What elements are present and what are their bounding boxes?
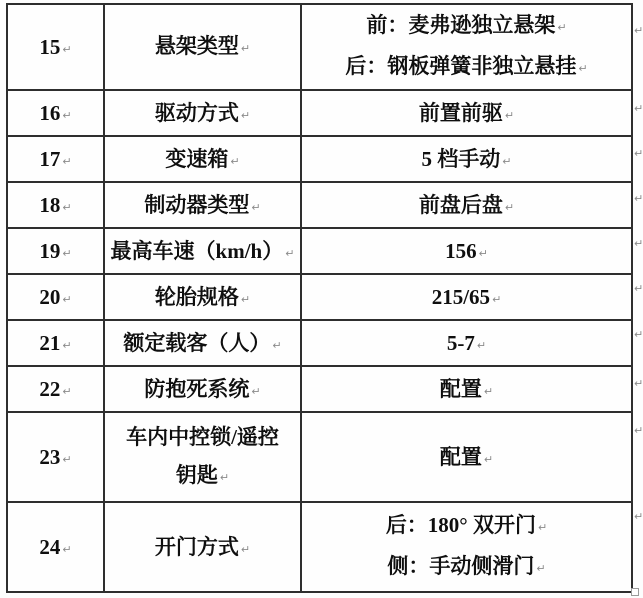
spec-value: 配置 [439,376,482,401]
row-number: 20 [39,284,61,309]
spec-value-cell [301,136,632,182]
spec-value-cell [301,412,632,502]
paragraph-mark-icon: ↵ [62,42,72,56]
paragraph-mark-icon: ↵ [62,384,72,398]
table-row [7,320,632,366]
row-end-paragraph-mark-icon: ↵ [634,282,643,295]
row-end-paragraph-mark-icon: ↵ [634,328,643,341]
spec-name-cell [104,136,301,182]
paragraph-mark-icon: ↵ [251,384,261,398]
table-row [7,228,632,274]
spec-value: 5-7 [446,330,475,355]
spec-name-cell [104,182,301,228]
paragraph-mark-icon: ↵ [240,542,251,556]
paragraph-mark-icon: ↵ [62,338,72,352]
paragraph-mark-icon: ↵ [272,338,282,352]
paragraph-mark-icon: ↵ [62,246,72,260]
paragraph-mark-icon: ↵ [62,154,72,168]
row-number-cell [7,274,104,320]
paragraph-mark-icon: ↵ [62,542,72,556]
spec-value: 后：180° 双开门 [385,513,536,537]
row-number: 22 [39,376,61,401]
row-number: 16 [39,100,61,125]
spec-name: 开门方式 [154,534,239,559]
row-number: 21 [39,330,61,355]
paragraph-mark-icon: ↵ [502,154,512,168]
spec-name: 轮胎规格 [154,284,239,309]
paragraph-mark-icon: ↵ [483,384,494,398]
spec-value: 后：钢板弹簧非独立悬挂 [345,54,577,78]
paragraph-mark-icon: ↵ [240,108,251,122]
spec-name-cell [104,502,301,592]
spec-name: 额定载客（人） [123,330,271,355]
row-end-paragraph-mark-icon: ↵ [634,510,643,523]
table-row [7,366,632,412]
spec-name: 车内中控锁/遥控 [126,424,279,449]
row-number-cell [7,228,104,274]
paragraph-mark-icon: ↵ [230,154,240,168]
row-number-cell [7,502,104,592]
paragraph-mark-icon: ↵ [478,246,488,260]
row-number: 18 [39,192,61,217]
row-number-cell [7,320,104,366]
spec-name-cell [104,320,301,366]
spec-value-cell [301,366,632,412]
spec-value-cell [301,4,632,90]
spec-value-cell [301,90,632,136]
row-number: 17 [39,146,61,171]
table-row [7,90,632,136]
paragraph-mark-icon: ↵ [578,62,588,75]
row-end-paragraph-mark-icon: ↵ [634,424,643,437]
paragraph-mark-icon: ↵ [62,452,72,466]
spec-name-cell [104,228,301,274]
spec-value: 侧：手动侧滑门 [387,554,535,578]
spec-name: 制动器类型 [144,192,250,217]
paragraph-mark-icon: ↵ [62,108,72,122]
spec-value: 前盘后盘 [418,192,503,217]
spec-name: 驱动方式 [154,100,239,125]
spec-name-cell [104,4,301,90]
spec-value: 5 档手动 [421,146,501,171]
table-row [7,4,632,90]
paragraph-mark-icon: ↵ [219,470,230,484]
spec-name-cell [104,412,301,502]
spec-value-cell [301,274,632,320]
row-number: 24 [39,534,61,559]
spec-name: 悬架类型 [154,33,239,58]
paragraph-mark-icon: ↵ [537,521,548,534]
spec-value-cell [301,182,632,228]
row-end-paragraph-mark-icon: ↵ [634,237,643,250]
paragraph-mark-icon: ↵ [62,292,72,306]
spec-name: 钥匙 [175,462,218,487]
row-number: 15 [39,34,61,59]
spec-value: 前置前驱 [418,100,503,125]
paragraph-mark-icon: ↵ [285,246,295,260]
spec-name-cell [104,366,301,412]
paragraph-mark-icon: ↵ [557,21,567,34]
row-number-cell [7,366,104,412]
paragraph-mark-icon: ↵ [240,41,251,55]
row-number: 23 [39,444,61,469]
spec-name-cell [104,274,301,320]
paragraph-mark-icon: ↵ [240,292,251,306]
row-end-paragraph-mark-icon: ↵ [634,147,643,160]
table-row [7,412,632,502]
spec-value: 215/65 [431,284,491,309]
table-row [7,136,632,182]
paragraph-mark-icon: ↵ [504,108,515,122]
row-end-paragraph-mark-icon: ↵ [634,102,643,115]
spec-value: 156 [445,238,477,263]
spec-name: 变速箱 [165,146,229,171]
spec-name: 最高车速（km/h） [110,238,284,263]
row-number-cell [7,182,104,228]
spec-name: 防抱死系统 [144,376,250,401]
row-end-paragraph-mark-icon: ↵ [634,192,643,205]
spec-value: 配置 [439,444,482,469]
spec-value-cell [301,228,632,274]
row-end-paragraph-mark-icon: ↵ [634,377,643,390]
table-row [7,274,632,320]
table-resize-handle-square [631,588,639,596]
paragraph-mark-icon: ↵ [476,338,487,352]
table-row [7,502,632,592]
paragraph-mark-icon: ↵ [504,200,515,214]
row-number-cell [7,4,104,90]
spec-name-cell [104,90,301,136]
spec-value-cell [301,320,632,366]
vehicle-spec-table [6,3,633,593]
row-end-paragraph-mark-icon: ↵ [634,24,643,37]
row-number: 19 [39,238,61,263]
paragraph-mark-icon: ↵ [62,200,72,214]
table-row [7,182,632,228]
spec-value-cell [301,502,632,592]
row-number-cell [7,136,104,182]
paragraph-mark-icon: ↵ [536,562,546,575]
row-number-cell [7,90,104,136]
spec-value: 前：麦弗逊独立悬架 [366,13,556,37]
paragraph-mark-icon: ↵ [251,200,261,214]
paragraph-mark-icon: ↵ [492,292,502,306]
row-number-cell [7,412,104,502]
paragraph-mark-icon: ↵ [483,452,494,466]
